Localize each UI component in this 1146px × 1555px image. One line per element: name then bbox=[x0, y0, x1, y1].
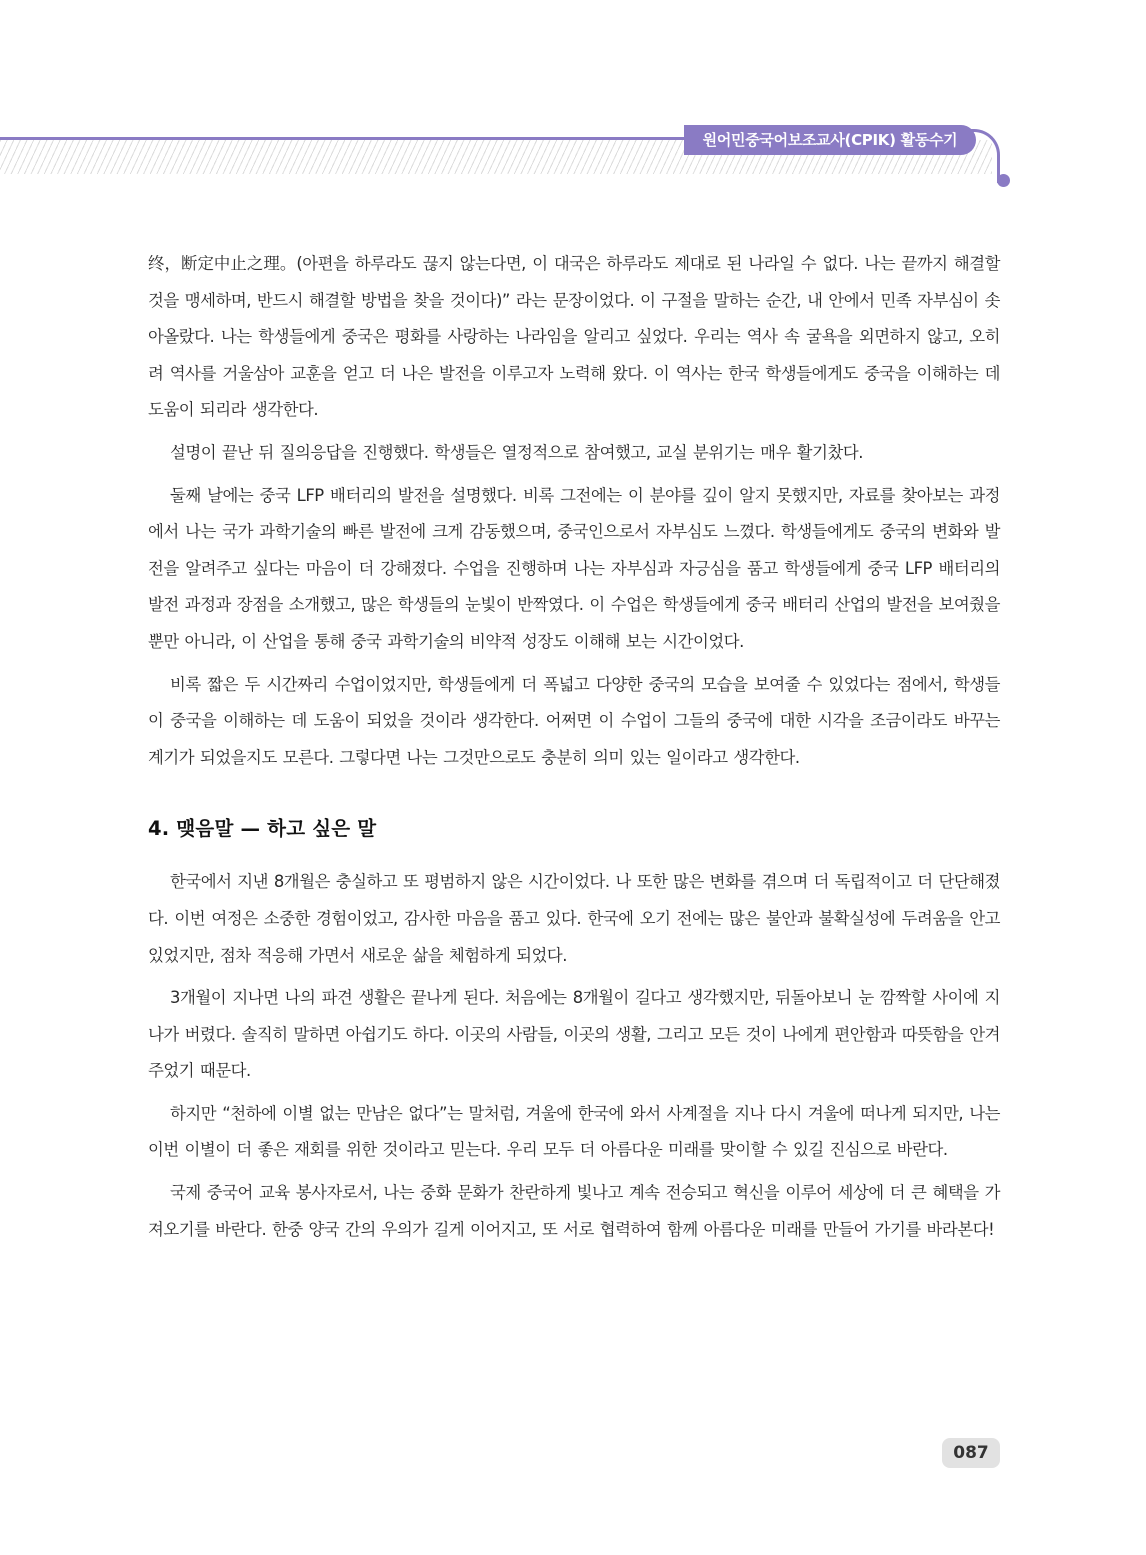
section-paragraph: 하지만 “천하에 이별 없는 만남은 없다”는 말처럼, 겨울에 한국에 와서 사계절을 지나 다시 겨울에 떠나게 되지만, 나는 이번 이별이 더 좋은 재회를 위한 것이라고 믿는다. 우리 모두 더 아름다운 미래를 맞이할 수 있길 진심으로 바란다. bbox=[148, 1103, 1000, 1160]
page-content bbox=[148, 246, 1000, 1254]
body-paragraph: 终，断定中止之理。(아편을 하루라도 끊지 않는다면, 이 대국은 하루라도 제대로 된 나라일 수 없다. 나는 끝까지 해결할 것을 맹세하며, 반드시 해결할 방법을 찾을 것이다)” 라는 문장이었다. 이 구절을 말하는 순간, 내 안에서 민족 자부심이 솟아올랐다. 나는 학생들에게 중국은 평화를 사랑하는 나라임을 알리고 싶었다. 우리는 역사 속 굴욕을 외면하지 않고, 오히려 역사를 거울삼아 교훈을 얻고 더 나은 발전을 이루고자 노력해 왔다. 이 역사는 한국 학생들에게도 중국을 이해하는 데 도움이 되리라 생각한다. bbox=[148, 254, 1000, 420]
body-paragraph: 둘째 날에는 중국 LFP 배터리의 발전을 설명했다. 비록 그전에는 이 분야를 깊이 알지 못했지만, 자료를 찾아보는 과정에서 나는 국가 과학기술의 빠른 발전에 크게 감동했으며, 중국인으로서 자부심도 느꼈다. 학생들에게도 중국의 변화와 발전을 알려주고 싶다는 마음이 더 강해졌다. 수업을 진행하며 나는 자부심과 자긍심을 품고 학생들에게 중국 LFP 배터리의 발전 과정과 장점을 소개했고, 많은 학생들의 눈빛이 반짝였다. 이 수업은 학생들에게 중국 배터리 산업의 발전을 보여줬을 뿐만 아니라, 이 산업을 통해 중국 과학기술의 비약적 성장도 이해해 보는 시간이었다. bbox=[148, 485, 1000, 651]
running-header-title: 원어민중국어보조교사(CPIK) 활동수기 bbox=[684, 125, 976, 155]
header-rule bbox=[0, 137, 690, 140]
header-dot-decoration bbox=[997, 174, 1010, 187]
section-paragraph: 한국에서 지낸 8개월은 충실하고 또 평범하지 않은 시간이었다. 나 또한 많은 변화를 겪으며 더 독립적이고 더 단단해졌다. 이번 여정은 소중한 경험이었고, 감사한 마음을 품고 있다. 한국에 오기 전에는 많은 불안과 불확실성에 두려움을 안고 있었지만, 점차 적응해 가면서 새로운 삶을 체험하게 되었다. bbox=[148, 872, 1000, 965]
body-paragraph: 설명이 끝난 뒤 질의응답을 진행했다. 학생들은 열정적으로 참여했고, 교실 분위기는 매우 활기찼다. bbox=[170, 442, 863, 462]
section-paragraph: 국제 중국어 교육 봉사자로서, 나는 중화 문화가 찬란하게 빛나고 계속 전승되고 혁신을 이루어 세상에 더 큰 혜택을 가져오기를 바란다. 한중 양국 간의 우의가 길게 이어지고, 또 서로 협력하여 함께 아름다운 미래를 만들어 가기를 바라본다! bbox=[148, 1183, 1000, 1239]
section-paragraph: 3개월이 지나면 나의 파견 생활은 끝나게 된다. 처음에는 8개월이 길다고 생각했지만, 뒤돌아보니 눈 깜짝할 사이에 지나가 버렸다. 솔직히 말하면 아쉽기도 하다. 이곳의 사람들, 이곳의 생활, 그리고 모든 것이 나에게 편안함과 따뜻함을 안겨주었기 때문다. bbox=[148, 988, 1000, 1081]
section-heading: 4. 맺음말 — 하고 싶은 말 bbox=[148, 817, 377, 841]
body-paragraph: 비록 짧은 두 시간짜리 수업이었지만, 학생들에게 더 폭넓고 다양한 중국의 모습을 보여줄 수 있었다는 점에서, 학생들이 중국을 이해하는 데 도움이 되었을 것이라 생각한다. 어쩌면 이 수업이 그들의 중국에 대한 시각을 조금이라도 바꾸는 계기가 되었을지도 모른다. 그렇다면 나는 그것만으로도 충분히 의미 있는 일이라고 생각한다. bbox=[148, 674, 1000, 767]
page-number-badge: 087 bbox=[942, 1438, 1000, 1468]
